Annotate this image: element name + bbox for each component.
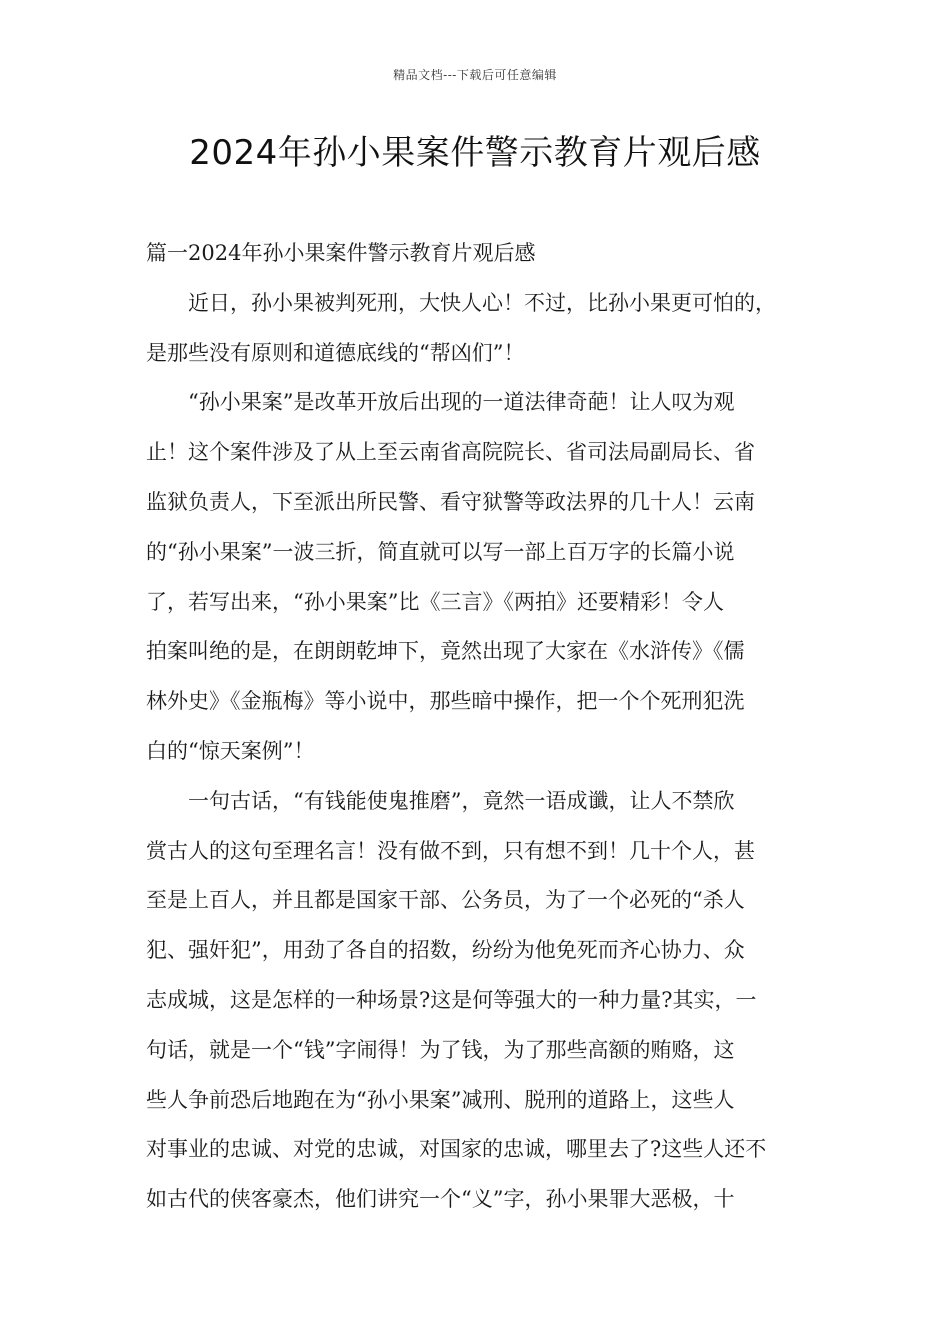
text-line: 的“孙小果案”一波三折，简直就可以写一部上百万字的长篇小说 (146, 539, 735, 564)
text-line: 止！这个案件涉及了从上至云南省高院院长、省司法局副局长、省 (146, 440, 755, 465)
text-line: 至是上百人，并且都是国家干部、公务员，为了一个必死的“杀人 (146, 888, 745, 913)
text-line: 一句古话，“有钱能使鬼推磨”，竟然一语成谶，让人不禁欣 (188, 788, 735, 813)
text-line: 近日，孙小果被判死刑，大快人心！不过，比孙小果更可怕的， (188, 290, 776, 315)
text-line: 白的“惊天案例”！ (146, 738, 315, 763)
text-line: 了，若写出来，“孙小果案”比《三言》《两拍》还要精彩！令人 (146, 589, 724, 614)
text-line: 篇一2024年孙小果案件警示教育片观后感 (146, 241, 536, 265)
text-line: 是那些没有原则和道德底线的“帮凶们”！ (146, 340, 525, 365)
text-line: 些人争前恐后地跑在为“孙小果案”减刑、脱刑的道路上，这些人 (146, 1087, 735, 1112)
text-line: 句话，就是一个“钱”字闹得！为了钱，为了那些高额的贿赂，这 (146, 1037, 735, 1062)
text-line: 志成城，这是怎样的一种场景?这是何等强大的一种力量?其实，一 (146, 987, 757, 1012)
text-line: 林外史》《金瓶梅》等小说中，那些暗中操作，把一个个死刑犯洗 (146, 689, 745, 714)
text-line: “孙小果案”是改革开放后出现的一道法律奇葩！让人叹为观 (188, 390, 735, 415)
text-line: 犯、强奸犯”，用劲了各自的招数，纷纷为他免死而齐心协力、众 (146, 938, 745, 963)
header-note: 精品文档---下载后可任意编辑 (393, 68, 557, 82)
text-line: 拍案叫绝的是，在朗朗乾坤下，竟然出现了大家在《水浒传》《儒 (146, 639, 745, 664)
document-body (146, 229, 812, 1225)
text-line: 对事业的忠诚、对党的忠诚，对国家的忠诚，哪里去了?这些人还不 (146, 1137, 767, 1162)
text-line: 赏古人的这句至理名言！没有做不到，只有想不到！几十个人，甚 (146, 838, 755, 863)
text-line: 监狱负责人，下至派出所民警、看守狱警等政法界的几十人！云南 (146, 489, 755, 514)
text-line: 如古代的侠客豪杰，他们讲究一个“义”字，孙小果罪大恶极，十 (146, 1187, 735, 1212)
document-title: 2024年孙小果案件警示教育片观后感 (189, 133, 761, 173)
